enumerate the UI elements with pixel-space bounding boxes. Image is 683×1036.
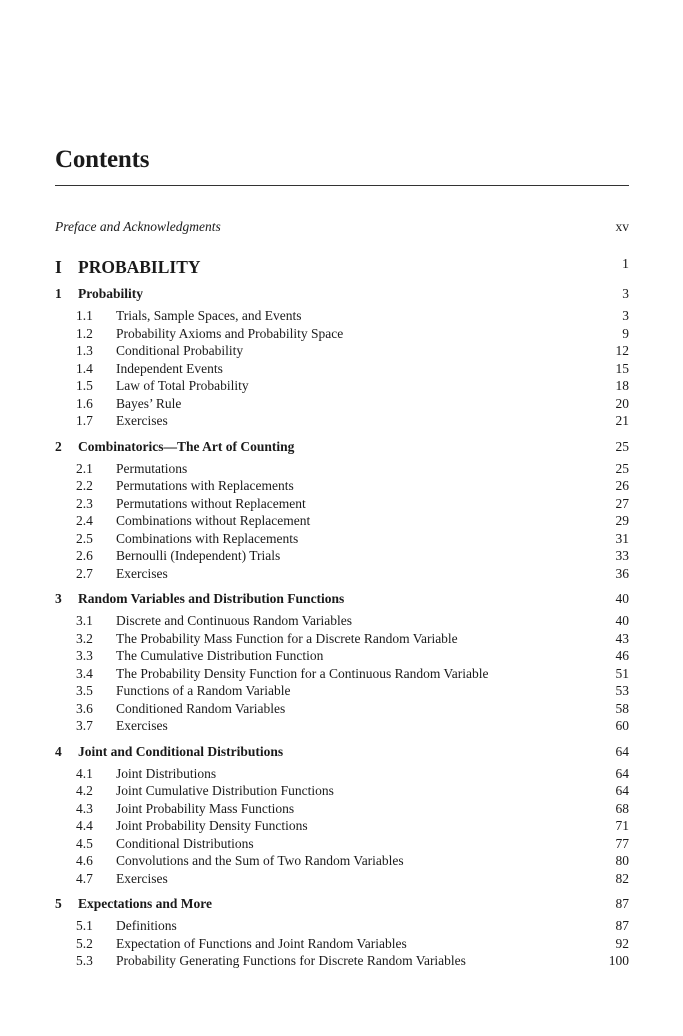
section-number: 3.7 [76, 718, 93, 733]
section-page: 51 [615, 665, 629, 681]
section-number: 5.3 [76, 953, 93, 968]
title-rule [55, 185, 629, 186]
section-page: 64 [615, 765, 629, 781]
toc-section-entry[interactable] [55, 936, 629, 954]
section-number: 1.2 [76, 325, 93, 341]
chapter-number: 2 [55, 438, 62, 454]
toc-section-entry[interactable] [55, 343, 629, 361]
section-page: 43 [615, 630, 629, 646]
section-page: 18 [615, 378, 629, 393]
section-title: Combinations with Replacements [116, 530, 299, 546]
toc-preface-entry[interactable] [55, 219, 629, 257]
section-number: 3.3 [76, 648, 93, 663]
section-number: 3.4 [76, 665, 93, 681]
section-number: 1.5 [76, 378, 93, 393]
section-page: 53 [615, 683, 629, 698]
toc-section-entry[interactable] [55, 836, 629, 854]
section-title: Conditional Probability [116, 343, 244, 358]
section-page: 58 [615, 700, 629, 716]
chapter-page: 25 [615, 438, 629, 454]
toc-section-entry[interactable] [55, 478, 629, 496]
section-number: 2.3 [76, 495, 93, 511]
preface-title: Preface and Acknowledgments [55, 219, 221, 234]
section-title: Independent Events [116, 360, 223, 376]
chapter-number: 1 [55, 286, 62, 301]
chapter-title: Expectations and More [78, 896, 212, 911]
chapter-page: 40 [615, 591, 629, 606]
toc-section-entry[interactable] [55, 326, 629, 344]
section-title: Expectation of Functions and Joint Random Variables [116, 935, 407, 951]
section-number: 4.4 [76, 818, 93, 833]
toc-section-entry[interactable] [55, 801, 629, 819]
chapter-block [55, 896, 629, 971]
section-page: 92 [615, 935, 629, 951]
section-number: 1.1 [76, 308, 93, 323]
section-page: 60 [615, 718, 629, 733]
toc-section-entry[interactable] [55, 666, 629, 684]
section-title: Bayes’ Rule [116, 395, 182, 411]
section-title: Permutations without Replacement [116, 495, 306, 511]
section-page: 36 [615, 565, 629, 581]
section-page: 15 [615, 360, 629, 376]
section-number: 4.5 [76, 835, 93, 851]
section-number: 3.6 [76, 700, 93, 716]
section-title: Law of Total Probability [116, 378, 249, 393]
section-title: Combinations without Replacement [116, 513, 311, 528]
section-page: 46 [615, 648, 629, 663]
section-page: 82 [615, 870, 629, 886]
section-page: 40 [615, 613, 629, 628]
section-title: Functions of a Random Variable [116, 683, 291, 698]
section-page: 33 [615, 548, 629, 563]
section-number: 1.7 [76, 413, 93, 428]
section-title: Bernoulli (Independent) Trials [116, 548, 281, 563]
section-title: Joint Probability Density Functions [116, 818, 308, 833]
section-number: 2.6 [76, 548, 93, 563]
section-title: Convolutions and the Sum of Two Random Variables [116, 853, 404, 868]
section-number: 5.2 [76, 935, 93, 951]
section-page: 3 [622, 308, 629, 323]
table-of-contents [55, 219, 629, 979]
chapter-page: 64 [615, 743, 629, 759]
section-number: 4.7 [76, 870, 93, 886]
chapter-number: 5 [55, 896, 62, 911]
section-page: 25 [615, 460, 629, 476]
toc-section-entry[interactable] [55, 531, 629, 549]
toc-section-entry[interactable] [55, 413, 629, 431]
section-page: 71 [615, 818, 629, 833]
preface-page: xv [615, 219, 629, 234]
toc-section-entry[interactable] [55, 701, 629, 719]
section-number: 2.7 [76, 565, 93, 581]
section-title: Discrete and Continuous Random Variables [116, 613, 352, 628]
section-number: 4.2 [76, 783, 93, 798]
toc-section-entry[interactable] [55, 613, 629, 631]
chapter-block [55, 744, 629, 889]
section-number: 5.1 [76, 918, 93, 933]
chapter-list [55, 286, 629, 971]
section-page: 26 [615, 478, 629, 493]
section-title: Probability Generating Functions for Discrete Random Variables [116, 953, 466, 968]
toc-section-entry[interactable] [55, 718, 629, 736]
section-title: Probability Axioms and Probability Space [116, 325, 344, 341]
section-number: 1.4 [76, 360, 93, 376]
toc-section-entry[interactable] [55, 513, 629, 531]
section-title: Exercises [116, 718, 168, 733]
section-number: 1.6 [76, 395, 93, 411]
section-title: Joint Distributions [116, 765, 217, 781]
section-page: 27 [615, 495, 629, 511]
section-page: 87 [615, 918, 629, 933]
section-number: 2.5 [76, 530, 93, 546]
section-number: 3.1 [76, 613, 93, 628]
toc-section-entry[interactable] [55, 496, 629, 514]
section-page: 12 [615, 343, 629, 358]
chapter-page: 3 [622, 286, 629, 301]
section-number: 1.3 [76, 343, 93, 358]
chapter-title: Probability [78, 286, 144, 301]
section-number: 4.3 [76, 800, 93, 816]
section-page: 9 [622, 325, 629, 341]
section-page: 100 [608, 953, 629, 968]
section-title: Joint Probability Mass Functions [116, 800, 295, 816]
part-page: 1 [622, 257, 629, 272]
section-number: 3.5 [76, 683, 93, 698]
toc-section-entry[interactable] [55, 378, 629, 396]
toc-section-entry[interactable] [55, 766, 629, 784]
section-number: 2.4 [76, 513, 93, 528]
section-page: 20 [615, 395, 629, 411]
section-title: The Cumulative Distribution Function [116, 648, 324, 663]
toc-chapter-entry[interactable] [55, 896, 629, 918]
section-number: 3.2 [76, 630, 93, 646]
toc-section-entry[interactable] [55, 783, 629, 801]
toc-section-entry[interactable] [55, 566, 629, 584]
section-title: Exercises [116, 565, 168, 581]
section-title: Exercises [116, 413, 168, 428]
chapter-block [55, 286, 629, 431]
toc-section-entry[interactable] [55, 396, 629, 414]
toc-section-entry[interactable] [55, 308, 629, 326]
section-title: The Probability Mass Function for a Discrete Random Variable [116, 630, 458, 646]
section-title: Conditioned Random Variables [116, 700, 286, 716]
chapter-title: Combinatorics—The Art of Counting [78, 438, 295, 454]
chapter-title: Joint and Conditional Distributions [78, 743, 284, 759]
toc-section-entry[interactable] [55, 631, 629, 649]
section-title: Permutations [116, 460, 188, 476]
toc-section-entry[interactable] [55, 953, 629, 971]
page-title: Contents [55, 146, 150, 173]
toc-section-entry[interactable] [55, 853, 629, 871]
section-page: 77 [615, 835, 629, 851]
toc-section-entry[interactable] [55, 918, 629, 936]
section-title: Exercises [116, 870, 168, 886]
toc-section-entry[interactable] [55, 818, 629, 836]
section-page: 21 [615, 413, 629, 428]
toc-section-entry[interactable] [55, 548, 629, 566]
section-number: 2.2 [76, 478, 93, 493]
section-page: 31 [615, 530, 629, 546]
toc-section-entry[interactable] [55, 648, 629, 666]
chapter-number: 3 [55, 591, 62, 606]
chapter-number: 4 [55, 743, 62, 759]
toc-chapter-entry[interactable] [55, 439, 629, 461]
section-title: Conditional Distributions [116, 835, 254, 851]
toc-section-entry[interactable] [55, 361, 629, 379]
section-title: The Probability Density Function for a Continuous Random Variable [116, 665, 489, 681]
part-number: I [55, 257, 62, 277]
toc-section-entry[interactable] [55, 871, 629, 889]
toc-section-entry[interactable] [55, 683, 629, 701]
section-title: Definitions [116, 918, 177, 933]
section-title: Permutations with Replacements [116, 478, 294, 493]
toc-chapter-entry[interactable] [55, 591, 629, 613]
toc-chapter-entry[interactable] [55, 286, 629, 308]
section-page: 80 [615, 853, 629, 868]
section-number: 2.1 [76, 460, 93, 476]
chapter-title: Random Variables and Distribution Functions [78, 591, 345, 606]
chapter-block [55, 591, 629, 736]
section-number: 4.6 [76, 853, 93, 868]
toc-part-entry[interactable] [55, 257, 629, 286]
toc-section-entry[interactable] [55, 461, 629, 479]
section-number: 4.1 [76, 765, 93, 781]
section-title: Joint Cumulative Distribution Functions [116, 783, 334, 798]
section-title: Trials, Sample Spaces, and Events [116, 308, 302, 323]
toc-chapter-entry[interactable] [55, 744, 629, 766]
part-title: PROBABILITY [78, 257, 201, 277]
chapter-page: 87 [615, 896, 629, 911]
section-page: 64 [615, 783, 629, 798]
section-page: 29 [615, 513, 629, 528]
chapter-block [55, 439, 629, 584]
section-page: 68 [615, 800, 629, 816]
